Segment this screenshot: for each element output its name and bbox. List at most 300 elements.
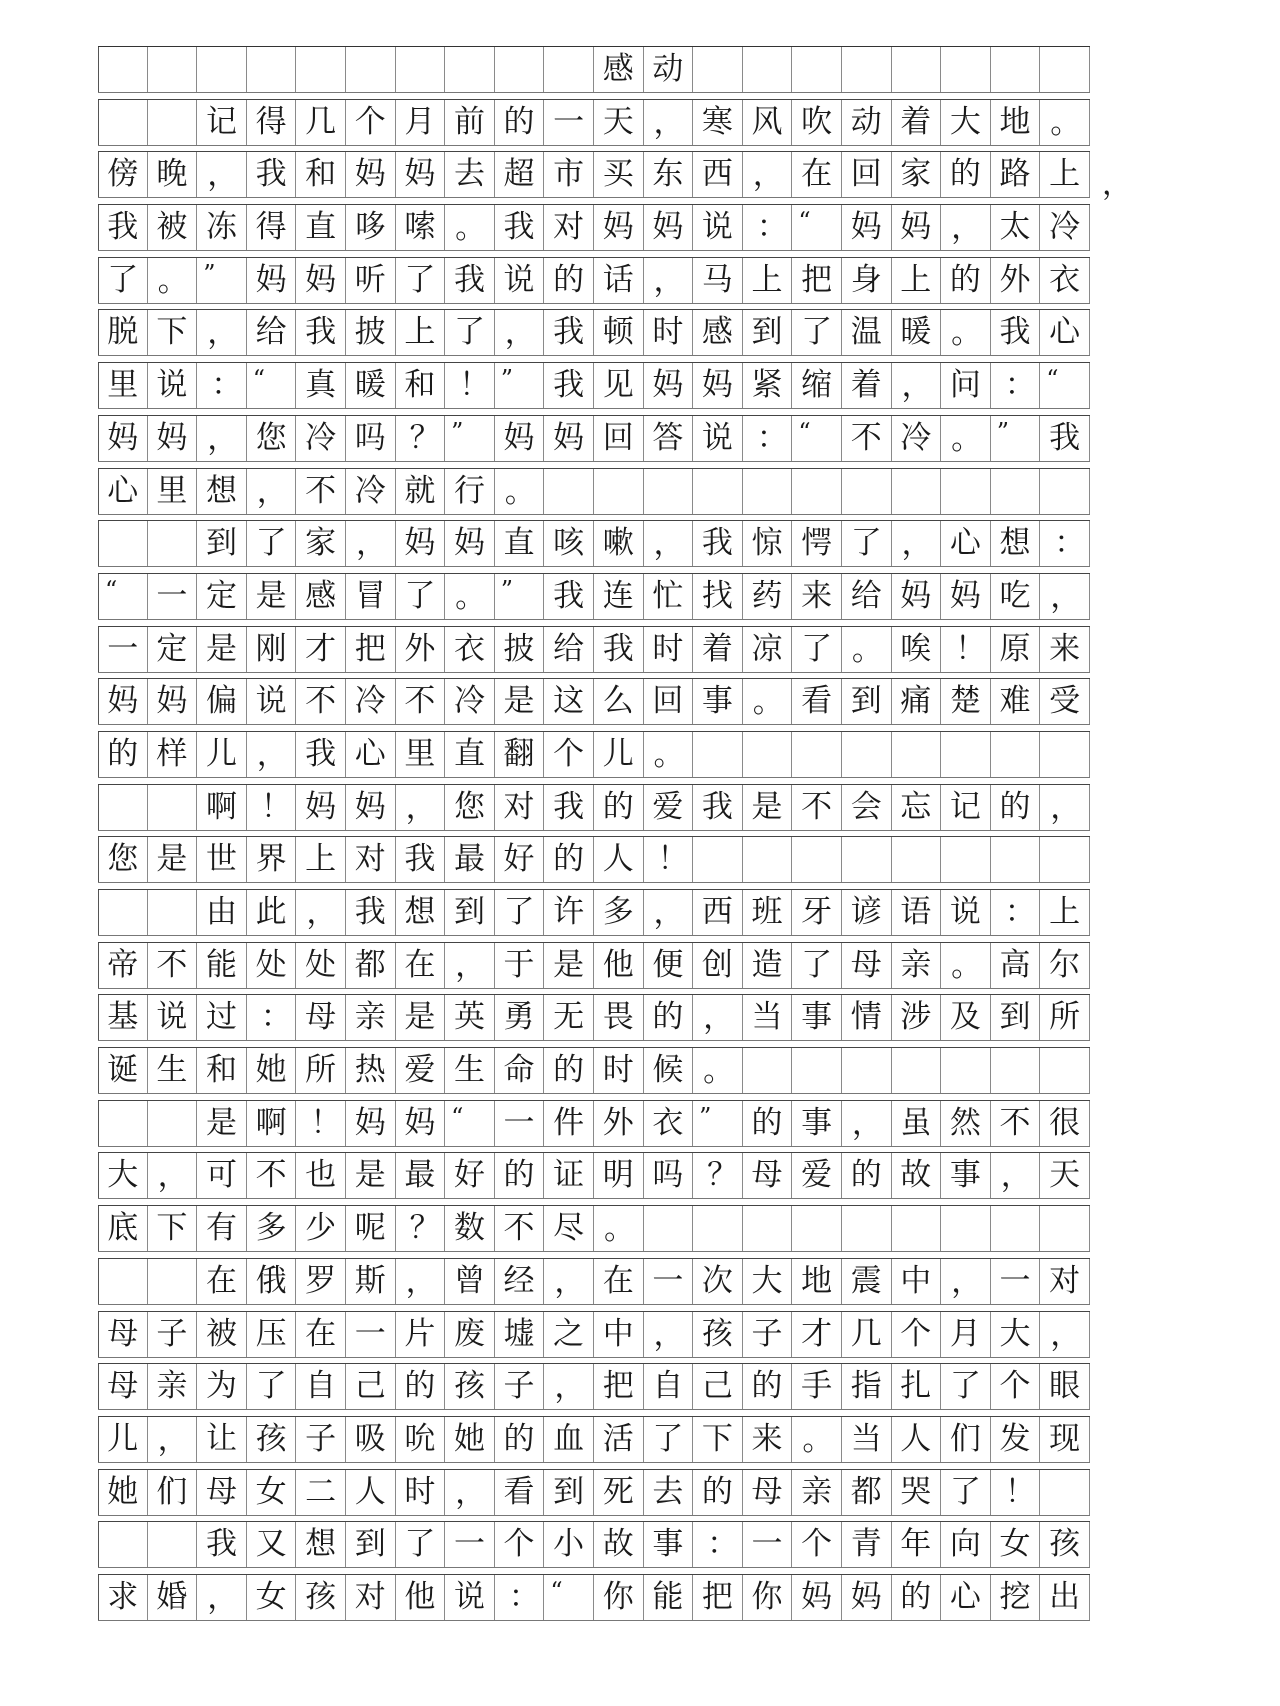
grid-cell bbox=[743, 47, 793, 92]
grid-cell: 的 bbox=[98, 732, 148, 777]
grid-cell: 事 bbox=[941, 1153, 991, 1198]
grid-cell: ？ bbox=[396, 1206, 446, 1251]
grid-cell: 妈 bbox=[346, 152, 396, 197]
grid-cell: 儿 bbox=[197, 732, 247, 777]
grid-cell: 披 bbox=[346, 310, 396, 355]
grid-cell: ： bbox=[743, 416, 793, 461]
grid-cell: 母 bbox=[743, 1153, 793, 1198]
grid-cell: 时 bbox=[594, 1048, 644, 1093]
grid-cell: 亲 bbox=[346, 995, 396, 1040]
grid-cell: 吗 bbox=[644, 1153, 694, 1198]
grid-cell: 披 bbox=[495, 627, 545, 672]
grid-cell: 个 bbox=[792, 1522, 842, 1567]
grid-cell: 说 bbox=[495, 258, 545, 303]
grid-cell: 她 bbox=[98, 1470, 148, 1515]
grid-cell: 冷 bbox=[445, 679, 495, 724]
grid-cell bbox=[892, 732, 942, 777]
grid-cell: ， bbox=[445, 1470, 495, 1515]
grid-cell bbox=[197, 47, 247, 92]
grid-cell: 的 bbox=[544, 1048, 594, 1093]
grid-cell: 是 bbox=[148, 837, 198, 882]
grid-cell: 亲 bbox=[148, 1364, 198, 1409]
grid-cell bbox=[693, 837, 743, 882]
grid-cell: 不 bbox=[247, 1153, 297, 1198]
grid-cell: 牙 bbox=[792, 890, 842, 935]
grid-cell: 衣 bbox=[1040, 258, 1090, 303]
grid-cell: 虽 bbox=[892, 1101, 942, 1146]
grid-cell: 家 bbox=[296, 521, 346, 566]
grid-cell: 之 bbox=[544, 1312, 594, 1357]
grid-cell: 您 bbox=[98, 837, 148, 882]
grid-cell bbox=[296, 47, 346, 92]
grid-cell bbox=[941, 469, 991, 514]
grid-cell: 爱 bbox=[792, 1153, 842, 1198]
grid-cell: 上 bbox=[743, 258, 793, 303]
grid-cell: 亲 bbox=[892, 943, 942, 988]
grid-cell: ” bbox=[495, 574, 545, 619]
grid-cell: 在 bbox=[594, 1259, 644, 1304]
grid-cell: 然 bbox=[941, 1101, 991, 1146]
grid-row bbox=[98, 1363, 1090, 1410]
grid-cell: 暖 bbox=[892, 310, 942, 355]
grid-cell: 求 bbox=[98, 1575, 148, 1620]
grid-cell: 么 bbox=[594, 679, 644, 724]
grid-cell: 中 bbox=[594, 1312, 644, 1357]
grid-cell: 能 bbox=[644, 1575, 694, 1620]
grid-cell: ， bbox=[197, 1575, 247, 1620]
grid-cell: 外 bbox=[991, 258, 1041, 303]
grid-cell bbox=[991, 732, 1041, 777]
grid-cell: 见 bbox=[594, 363, 644, 408]
grid-cell: 想 bbox=[396, 890, 446, 935]
grid-cell bbox=[98, 1101, 148, 1146]
grid-cell: 心 bbox=[346, 732, 396, 777]
grid-cell: 母 bbox=[296, 995, 346, 1040]
grid-cell bbox=[892, 469, 942, 514]
grid-cell: 母 bbox=[98, 1364, 148, 1409]
grid-cell: 斯 bbox=[346, 1259, 396, 1304]
grid-cell: 。 bbox=[445, 205, 495, 250]
grid-cell: ， bbox=[197, 416, 247, 461]
grid-cell: 的 bbox=[743, 1364, 793, 1409]
grid-cell: 妈 bbox=[346, 1101, 396, 1146]
grid-cell: 爱 bbox=[396, 1048, 446, 1093]
grid-cell: ， bbox=[247, 732, 297, 777]
grid-cell: 心 bbox=[1040, 310, 1090, 355]
grid-cell: 世 bbox=[197, 837, 247, 882]
grid-cell: 故 bbox=[892, 1153, 942, 1198]
grid-cell: 妈 bbox=[594, 205, 644, 250]
grid-cell: 说 bbox=[445, 1575, 495, 1620]
grid-cell: 买 bbox=[594, 152, 644, 197]
grid-cell: 冷 bbox=[296, 416, 346, 461]
margin-punctuation: ， bbox=[1102, 167, 1132, 202]
grid-cell: 的 bbox=[842, 1153, 892, 1198]
grid-cell: 对 bbox=[544, 205, 594, 250]
grid-cell: ！ bbox=[247, 785, 297, 830]
grid-cell: ， bbox=[1040, 574, 1090, 619]
grid-cell: 废 bbox=[445, 1312, 495, 1357]
grid-cell: 指 bbox=[842, 1364, 892, 1409]
grid-cell: 的 bbox=[991, 785, 1041, 830]
grid-cell: 我 bbox=[197, 1522, 247, 1567]
grid-cell bbox=[644, 469, 694, 514]
grid-cell: 事 bbox=[792, 1101, 842, 1146]
grid-cell: 给 bbox=[247, 310, 297, 355]
grid-cell: 到 bbox=[842, 679, 892, 724]
grid-cell: 着 bbox=[892, 100, 942, 145]
grid-cell: 我 bbox=[594, 627, 644, 672]
grid-cell bbox=[594, 469, 644, 514]
grid-cell: ， bbox=[197, 152, 247, 197]
grid-cell: ” bbox=[693, 1101, 743, 1146]
grid-cell bbox=[941, 1048, 991, 1093]
grid-row bbox=[98, 942, 1090, 989]
grid-cell: 出 bbox=[1040, 1575, 1090, 1620]
grid-cell: 小 bbox=[544, 1522, 594, 1567]
grid-cell bbox=[445, 47, 495, 92]
grid-cell: ” bbox=[495, 363, 545, 408]
grid-cell: 候 bbox=[644, 1048, 694, 1093]
grid-cell: 片 bbox=[396, 1312, 446, 1357]
grid-cell: 的 bbox=[495, 100, 545, 145]
grid-cell: 当 bbox=[842, 1417, 892, 1462]
grid-cell: 个 bbox=[892, 1312, 942, 1357]
grid-cell: 痛 bbox=[892, 679, 942, 724]
grid-cell: ： bbox=[247, 995, 297, 1040]
grid-cell: 记 bbox=[197, 100, 247, 145]
grid-cell: 们 bbox=[148, 1470, 198, 1515]
grid-cell: 一 bbox=[495, 1101, 545, 1146]
grid-cell bbox=[842, 732, 892, 777]
grid-row bbox=[98, 573, 1090, 620]
grid-cell: 凉 bbox=[743, 627, 793, 672]
grid-row bbox=[98, 836, 1090, 883]
grid-cell: 哆 bbox=[346, 205, 396, 250]
grid-cell: 也 bbox=[296, 1153, 346, 1198]
grid-cell: 直 bbox=[445, 732, 495, 777]
grid-cell: 孩 bbox=[296, 1575, 346, 1620]
grid-cell: 来 bbox=[792, 574, 842, 619]
grid-cell: 外 bbox=[396, 627, 446, 672]
grid-cell: 向 bbox=[941, 1522, 991, 1567]
grid-cell: 我 bbox=[544, 574, 594, 619]
grid-cell: 了 bbox=[842, 521, 892, 566]
grid-cell: 里 bbox=[396, 732, 446, 777]
grid-cell: 诞 bbox=[98, 1048, 148, 1093]
grid-row bbox=[98, 994, 1090, 1041]
grid-cell: 药 bbox=[743, 574, 793, 619]
grid-cell: 到 bbox=[346, 1522, 396, 1567]
grid-cell bbox=[892, 47, 942, 92]
grid-cell: 创 bbox=[693, 943, 743, 988]
grid-cell bbox=[792, 469, 842, 514]
grid-cell: 挖 bbox=[991, 1575, 1041, 1620]
grid-cell: 对 bbox=[346, 837, 396, 882]
grid-cell: 为 bbox=[197, 1364, 247, 1409]
grid-cell: 了 bbox=[495, 890, 545, 935]
grid-row bbox=[98, 1311, 1090, 1358]
title-char: 感 bbox=[594, 47, 644, 92]
grid-cell: 您 bbox=[247, 416, 297, 461]
grid-cell: 下 bbox=[148, 1206, 198, 1251]
grid-cell: 。 bbox=[693, 1048, 743, 1093]
grid-cell: ！ bbox=[991, 1470, 1041, 1515]
grid-cell: ， bbox=[644, 1312, 694, 1357]
grid-cell: 定 bbox=[197, 574, 247, 619]
grid-cell: 心 bbox=[941, 521, 991, 566]
grid-cell: 妈 bbox=[148, 416, 198, 461]
grid-cell: 个 bbox=[346, 100, 396, 145]
grid-cell: 给 bbox=[842, 574, 892, 619]
grid-cell: 人 bbox=[892, 1417, 942, 1462]
grid-cell bbox=[792, 47, 842, 92]
grid-cell bbox=[892, 1048, 942, 1093]
grid-cell: 超 bbox=[495, 152, 545, 197]
grid-cell: 年 bbox=[892, 1522, 942, 1567]
grid-cell bbox=[148, 785, 198, 830]
grid-cell: 妈 bbox=[148, 679, 198, 724]
grid-cell: 个 bbox=[991, 1364, 1041, 1409]
grid-cell: 在 bbox=[792, 152, 842, 197]
grid-cell: 我 bbox=[991, 310, 1041, 355]
grid-cell: ， bbox=[941, 1259, 991, 1304]
grid-cell: 妈 bbox=[842, 205, 892, 250]
grid-cell bbox=[941, 47, 991, 92]
grid-row bbox=[98, 520, 1090, 567]
grid-cell: 说 bbox=[693, 416, 743, 461]
grid-cell: 妈 bbox=[98, 679, 148, 724]
grid-cell: 偏 bbox=[197, 679, 247, 724]
grid-cell: 缩 bbox=[792, 363, 842, 408]
grid-cell: 吃 bbox=[991, 574, 1041, 619]
grid-cell: 是 bbox=[544, 943, 594, 988]
grid-cell: 大 bbox=[743, 1259, 793, 1304]
grid-cell: 可 bbox=[197, 1153, 247, 1198]
grid-cell bbox=[148, 100, 198, 145]
grid-cell: 啊 bbox=[247, 1101, 297, 1146]
grid-cell bbox=[842, 1048, 892, 1093]
grid-cell: ， bbox=[396, 785, 446, 830]
grid-cell bbox=[991, 1206, 1041, 1251]
grid-cell: 好 bbox=[445, 1153, 495, 1198]
grid-cell: 忘 bbox=[892, 785, 942, 830]
grid-cell: 才 bbox=[792, 1312, 842, 1357]
grid-cell bbox=[148, 521, 198, 566]
grid-cell: 冷 bbox=[892, 416, 942, 461]
grid-cell: 听 bbox=[346, 258, 396, 303]
grid-cell: 对 bbox=[495, 785, 545, 830]
grid-cell: 他 bbox=[396, 1575, 446, 1620]
grid-cell: 一 bbox=[445, 1522, 495, 1567]
grid-cell: ： bbox=[991, 363, 1041, 408]
grid-cell: 妈 bbox=[396, 152, 446, 197]
grid-cell: 青 bbox=[842, 1522, 892, 1567]
grid-cell bbox=[644, 1206, 694, 1251]
grid-cell: 吹 bbox=[792, 100, 842, 145]
grid-cell: 最 bbox=[396, 1153, 446, 1198]
grid-cell: 样 bbox=[148, 732, 198, 777]
grid-cell: ： bbox=[1040, 521, 1090, 566]
grid-cell bbox=[693, 732, 743, 777]
grid-cell: ： bbox=[743, 205, 793, 250]
grid-row bbox=[98, 204, 1090, 251]
grid-cell: 过 bbox=[197, 995, 247, 1040]
grid-cell: 个 bbox=[544, 732, 594, 777]
grid-cell: 妈 bbox=[346, 785, 396, 830]
grid-cell: 处 bbox=[296, 943, 346, 988]
grid-cell: 的 bbox=[941, 258, 991, 303]
grid-cell bbox=[892, 1206, 942, 1251]
grid-cell: 自 bbox=[296, 1364, 346, 1409]
grid-cell: 的 bbox=[544, 837, 594, 882]
grid-cell: 了 bbox=[644, 1417, 694, 1462]
grid-cell: 的 bbox=[941, 152, 991, 197]
grid-cell: ， bbox=[941, 205, 991, 250]
grid-row bbox=[98, 1416, 1090, 1463]
grid-cell: 妈 bbox=[892, 205, 942, 250]
grid-cell: 妈 bbox=[396, 521, 446, 566]
grid-cell: 就 bbox=[396, 469, 446, 514]
grid-cell: 身 bbox=[842, 258, 892, 303]
grid-cell: ， bbox=[743, 152, 793, 197]
title-row bbox=[98, 46, 1090, 93]
grid-cell: 母 bbox=[197, 1470, 247, 1515]
grid-cell: 在 bbox=[396, 943, 446, 988]
grid-cell: 我 bbox=[296, 732, 346, 777]
grid-cell bbox=[1040, 47, 1090, 92]
grid-cell: 给 bbox=[544, 627, 594, 672]
grid-cell: 能 bbox=[197, 943, 247, 988]
grid-cell: 的 bbox=[743, 1101, 793, 1146]
grid-cell: 罗 bbox=[296, 1259, 346, 1304]
grid-cell: 问 bbox=[941, 363, 991, 408]
grid-cell: 经 bbox=[495, 1259, 545, 1304]
grid-cell: 说 bbox=[148, 363, 198, 408]
grid-row bbox=[98, 362, 1090, 409]
grid-cell: ！ bbox=[644, 837, 694, 882]
grid-cell: 妈 bbox=[445, 521, 495, 566]
grid-cell: 对 bbox=[346, 1575, 396, 1620]
grid-cell: 手 bbox=[792, 1364, 842, 1409]
grid-cell: 有 bbox=[197, 1206, 247, 1251]
grid-cell: 高 bbox=[991, 943, 1041, 988]
grid-cell: 墟 bbox=[495, 1312, 545, 1357]
grid-cell: 呢 bbox=[346, 1206, 396, 1251]
grid-cell: 无 bbox=[544, 995, 594, 1040]
grid-cell: 人 bbox=[346, 1470, 396, 1515]
grid-cell: ， bbox=[892, 521, 942, 566]
grid-cell: ， bbox=[892, 363, 942, 408]
grid-cell: 上 bbox=[296, 837, 346, 882]
grid-cell: 傍 bbox=[98, 152, 148, 197]
grid-cell: 一 bbox=[98, 627, 148, 672]
grid-cell: 暖 bbox=[346, 363, 396, 408]
grid-cell bbox=[743, 1048, 793, 1093]
composition-grid bbox=[98, 46, 1132, 1627]
grid-cell: 孩 bbox=[1040, 1522, 1090, 1567]
grid-cell: 。 bbox=[594, 1206, 644, 1251]
grid-row bbox=[98, 889, 1090, 936]
grid-cell: 孩 bbox=[693, 1312, 743, 1357]
grid-cell: 脱 bbox=[98, 310, 148, 355]
grid-cell: 生 bbox=[445, 1048, 495, 1093]
grid-cell: 处 bbox=[247, 943, 297, 988]
grid-cell: 把 bbox=[346, 627, 396, 672]
grid-cell: 西 bbox=[693, 890, 743, 935]
grid-cell bbox=[148, 1522, 198, 1567]
grid-cell: 让 bbox=[197, 1417, 247, 1462]
grid-cell: ” bbox=[197, 258, 247, 303]
grid-cell: 。 bbox=[148, 258, 198, 303]
grid-cell bbox=[247, 47, 297, 92]
grid-cell: 婚 bbox=[148, 1575, 198, 1620]
grid-cell: 妈 bbox=[396, 1101, 446, 1146]
grid-cell bbox=[148, 47, 198, 92]
grid-cell: ： bbox=[693, 1522, 743, 1567]
grid-cell: 造 bbox=[743, 943, 793, 988]
grid-cell: 血 bbox=[544, 1417, 594, 1462]
grid-cell: 刚 bbox=[247, 627, 297, 672]
grid-cell: 得 bbox=[247, 205, 297, 250]
grid-cell bbox=[1040, 1206, 1090, 1251]
grid-cell: 下 bbox=[148, 310, 198, 355]
grid-cell: 风 bbox=[743, 100, 793, 145]
grid-cell bbox=[991, 1048, 1041, 1093]
grid-cell: 是 bbox=[495, 679, 545, 724]
grid-cell: 不 bbox=[296, 469, 346, 514]
grid-cell: 您 bbox=[445, 785, 495, 830]
grid-cell: 和 bbox=[197, 1048, 247, 1093]
grid-cell: 自 bbox=[644, 1364, 694, 1409]
grid-cell: 说 bbox=[247, 679, 297, 724]
grid-cell: 二 bbox=[296, 1470, 346, 1515]
grid-cell: 妈 bbox=[544, 416, 594, 461]
grid-cell: 的 bbox=[693, 1470, 743, 1515]
grid-cell bbox=[1040, 732, 1090, 777]
grid-cell: ” bbox=[991, 416, 1041, 461]
grid-cell: ， bbox=[842, 1101, 892, 1146]
grid-cell: 上 bbox=[1040, 152, 1090, 197]
grid-cell: 少 bbox=[296, 1206, 346, 1251]
grid-cell bbox=[98, 785, 148, 830]
grid-cell: 时 bbox=[644, 627, 694, 672]
grid-cell: 现 bbox=[1040, 1417, 1090, 1462]
grid-cell: 说 bbox=[148, 995, 198, 1040]
grid-cell: 是 bbox=[197, 1101, 247, 1146]
grid-cell: 嗽 bbox=[594, 521, 644, 566]
grid-cell: 想 bbox=[197, 469, 247, 514]
grid-cell: 了 bbox=[396, 574, 446, 619]
grid-cell: 大 bbox=[991, 1312, 1041, 1357]
grid-cell: 一 bbox=[644, 1259, 694, 1304]
grid-cell: 班 bbox=[743, 890, 793, 935]
grid-cell: 马 bbox=[693, 258, 743, 303]
grid-cell: 底 bbox=[98, 1206, 148, 1251]
grid-cell: ， bbox=[1040, 785, 1090, 830]
grid-cell: 冒 bbox=[346, 574, 396, 619]
grid-cell: 到 bbox=[743, 310, 793, 355]
grid-cell: 情 bbox=[842, 995, 892, 1040]
grid-cell: 话 bbox=[594, 258, 644, 303]
grid-cell: 己 bbox=[346, 1364, 396, 1409]
grid-cell: 女 bbox=[247, 1575, 297, 1620]
grid-cell: 真 bbox=[296, 363, 346, 408]
grid-row bbox=[98, 1047, 1090, 1094]
grid-cell: ， bbox=[247, 469, 297, 514]
grid-cell: 亲 bbox=[792, 1470, 842, 1515]
grid-cell: 的 bbox=[892, 1575, 942, 1620]
